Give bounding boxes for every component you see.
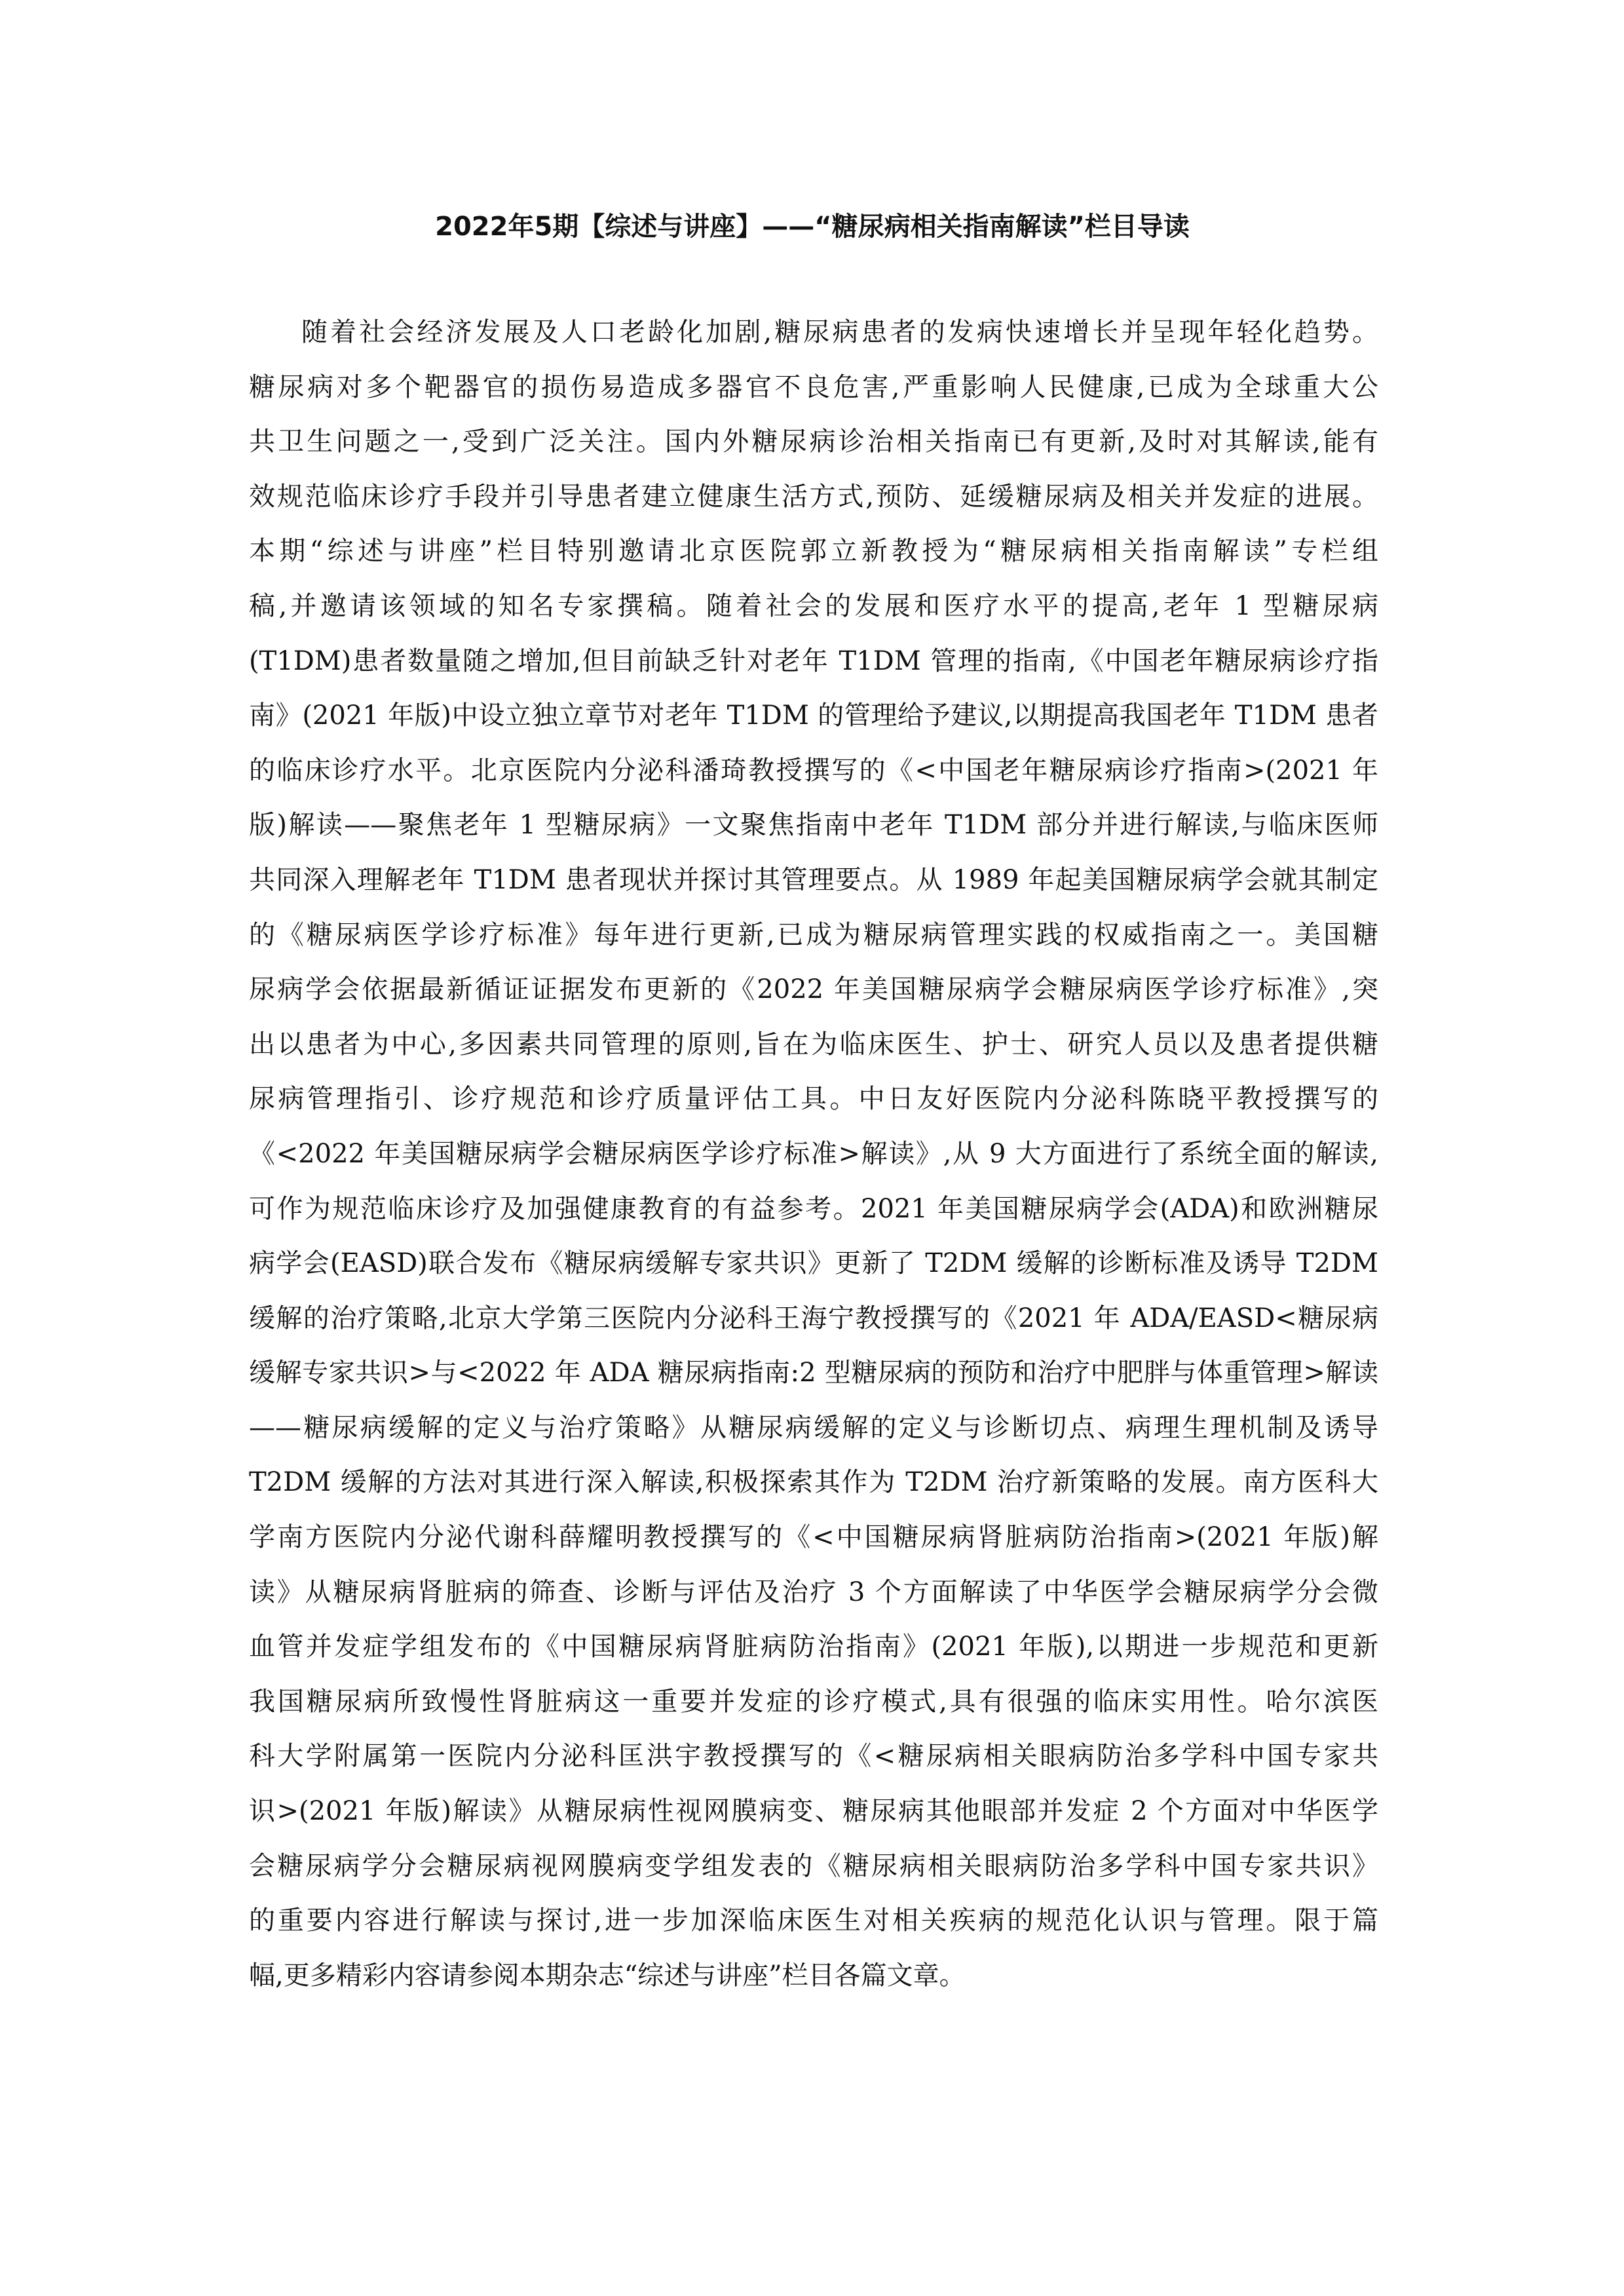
paragraph-line: 随着社会经济发展及人口老龄化加剧,糖尿病患者的发病快速增长并呈现年轻化趋势。 (301, 317, 1378, 347)
paragraph-line: 出以患者为中心,多因素共同管理的原则,旨在为临床医生、护士、研究人员以及患者提供糖 (249, 1029, 1378, 1060)
paragraph-line: 共卫生问题之一,受到广泛关注。国内外糖尿病诊治相关指南已有更新,及时对其解读,能有 (249, 427, 1378, 457)
paragraph-line: 会糖尿病学分会糖尿病视网膜病变学组发表的《糖尿病相关眼病防治多学科中国专家共识》 (249, 1850, 1378, 1881)
paragraph-line: 本期“综述与讲座”栏目特别邀请北京医院郭立新教授为“糖尿病相关指南解读”专栏组 (249, 536, 1378, 567)
paragraph-line: 病学会(EASD)联合发布《糖尿病缓解专家共识》更新了 T2DM 缓解的诊断标准及诱导 T2DM (249, 1248, 1378, 1279)
paragraph-line: 效规范临床诊疗手段并引导患者建立健康生活方式,预防、延缓糖尿病及相关并发症的进展。 (249, 481, 1378, 512)
paragraph-line: 幅,更多精彩内容请参阅本期杂志“综述与讲座”栏目各篇文章。 (249, 1960, 966, 1991)
paragraph-line: 读》从糖尿病肾脏病的筛查、诊断与评估及治疗 3 个方面解读了中华医学会糖尿病学分会微 (249, 1577, 1378, 1607)
paragraph-line: 我国糖尿病所致慢性肾脏病这一重要并发症的诊疗模式,具有很强的临床实用性。哈尔滨医 (249, 1686, 1378, 1717)
page-title: 2022年5期【综述与讲座】——“糖尿病相关指南解读”栏目导读 (435, 212, 1190, 242)
paragraph-line: T2DM 缓解的方法对其进行深入解读,积极探索其作为 T2DM 治疗新策略的发展。南方医科大 (249, 1467, 1378, 1498)
paragraph-line: ——糖尿病缓解的定义与治疗策略》从糖尿病缓解的定义与诊断切点、病理生理机制及诱导 (249, 1412, 1378, 1443)
paragraph-line: 共同深入理解老年 T1DM 患者现状并探讨其管理要点。从 1989 年起美国糖尿病学会就其制定 (249, 864, 1378, 895)
paragraph-line: 识>(2021 年版)解读》从糖尿病性视网膜病变、糖尿病其他眼部并发症 2 个方面对中华医学 (249, 1796, 1378, 1827)
paragraph-line: 学南方医院内分泌代谢科薛耀明教授撰写的《<中国糖尿病肾脏病防治指南>(2021 年版)解 (249, 1522, 1378, 1553)
paragraph-line: 南》(2021 年版)中设立独立章节对老年 T1DM 的管理给予建议,以期提高我国老年 T1DM 患者 (249, 700, 1378, 731)
paragraph-line: 《<2022 年美国糖尿病学会糖尿病医学诊疗标准>解读》,从 9 大方面进行了系统全面的解读, (249, 1138, 1378, 1169)
paragraph-line: 尿病管理指引、诊疗规范和诊疗质量评估工具。中日友好医院内分泌科陈晓平教授撰写的 (249, 1084, 1378, 1115)
paragraph-line: 科大学附属第一医院内分泌科匡洪宇教授撰写的《<糖尿病相关眼病防治多学科中国专家共 (249, 1741, 1378, 1772)
paragraph-line: 可作为规范临床诊疗及加强健康教育的有益参考。2021 年美国糖尿病学会(ADA)和欧洲糖尿 (249, 1193, 1378, 1224)
paragraph-line: 缓解的治疗策略,北京大学第三医院内分泌科王海宁教授撰写的《2021 年 ADA/EASD<糖尿病 (249, 1303, 1378, 1333)
paragraph-line: 尿病学会依据最新循证证据发布更新的《2022 年美国糖尿病学会糖尿病医学诊疗标准》,突 (249, 974, 1378, 1005)
paragraph-line: 的临床诊疗水平。北京医院内分泌科潘琦教授撰写的《<中国老年糖尿病诊疗指南>(2021 年 (249, 755, 1378, 786)
paragraph-line: 稿,并邀请该领域的知名专家撰稿。随着社会的发展和医疗水平的提高,老年 1 型糖尿病 (249, 590, 1378, 621)
paragraph-line: 的重要内容进行解读与探讨,进一步加深临床医生对相关疾病的规范化认识与管理。限于篇 (249, 1905, 1378, 1936)
article-paragraph (249, 305, 1378, 2003)
paragraph-line: 血管并发症学组发布的《中国糖尿病肾脏病防治指南》(2021 年版),以期进一步规范和更新 (249, 1632, 1378, 1662)
paragraph-line: (T1DM)患者数量随之增加,但目前缺乏针对老年 T1DM 管理的指南,《中国老年糖尿病诊疗指 (249, 645, 1378, 676)
paragraph-line: 的《糖尿病医学诊疗标准》每年进行更新,已成为糖尿病管理实践的权威指南之一。美国糖 (249, 919, 1378, 950)
paragraph-line: 缓解专家共识>与<2022 年 ADA 糖尿病指南:2 型糖尿病的预防和治疗中肥胖与体重管理>解读 (249, 1358, 1378, 1388)
paragraph-line: 版)解读——聚焦老年 1 型糖尿病》一文聚焦指南中老年 T1DM 部分并进行解读,与临床医师 (249, 810, 1378, 841)
paragraph-line: 糖尿病对多个靶器官的损伤易造成多器官不良危害,严重影响人民健康,已成为全球重大公 (249, 372, 1378, 402)
